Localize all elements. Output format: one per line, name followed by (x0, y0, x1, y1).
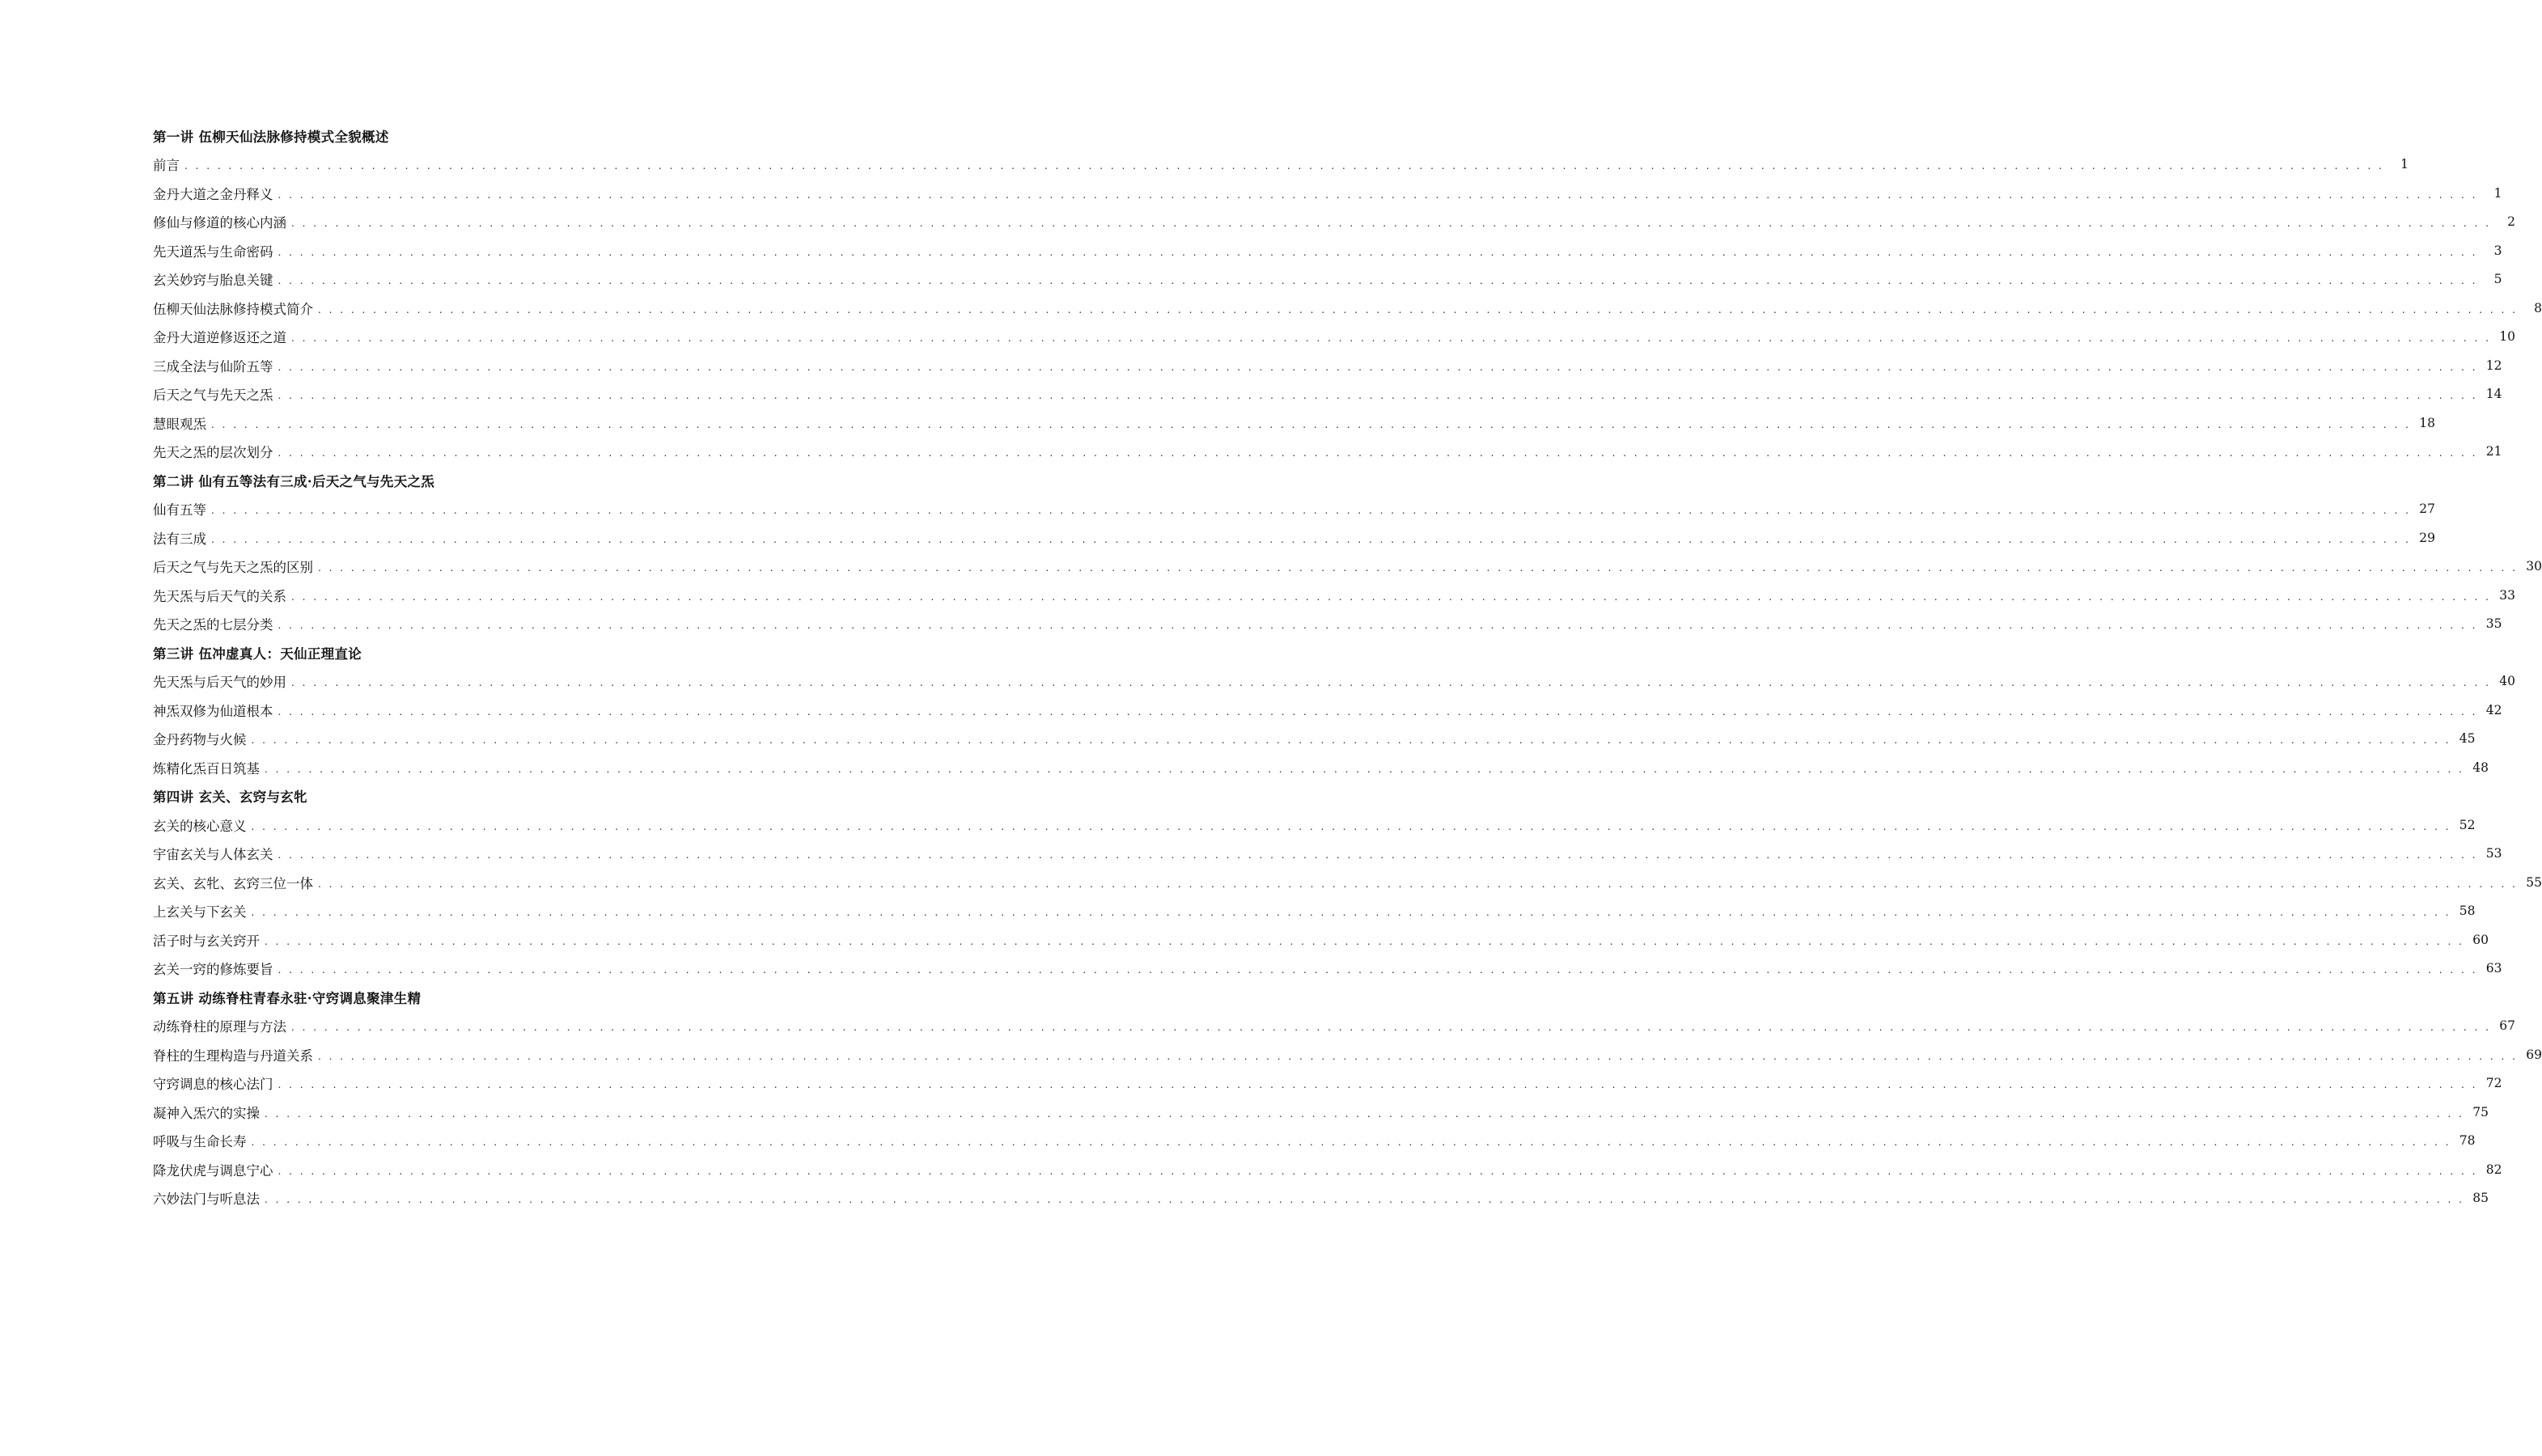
entry-title: 后天之气与先天之炁 (153, 387, 273, 404)
entry-title: 玄关一窍的修炼要旨 (153, 962, 273, 978)
entry-title: 玄关、玄牝、玄窍三位一体 (153, 875, 313, 891)
toc-entry (153, 610, 2502, 639)
dot-leader: . . . . . . . . . . . . . . . . . . . . . . . . . . . . . . . . . . . . . . . . . . . . . . . . . . . . . . . . . . . . . . . . . . . . . . . . . . . . . . . . . . . . . . . . . . . . . . . . . . . . . . . . . . . . . . . . . . . . . . . . . . . . . . . . . . . . . . . . . . . . . . . . . . . . . . . . . . . . . . . . . . . . . . . . . . . . . . . . . . . . . . . . . . . . . . . . . . . . . . . . (318, 303, 2518, 315)
entry-title: 三成全法与仙阶五等 (153, 358, 273, 375)
dot-leader: . . . . . . . . . . . . . . . . . . . . . . . . . . . . . . . . . . . . . . . . . . . . . . . . . . . . . . . . . . . . . . . . . . . . . . . . . . . . . . . . . . . . . . . . . . . . . . . . . . . . . . . . . . . . . . . . . . . . . . . . . . . . . . . . . . . . . . . . . . . . . . . . . . . . . . . . . . . . . . . . . . . . . . . . . . . . . . . . . . . . . . . . . . . . . . . . . . . . . . . . (251, 1136, 2451, 1149)
entry-title: 金丹大道逆修返还之道 (153, 330, 286, 346)
dot-leader: . . . . . . . . . . . . . . . . . . . . . . . . . . . . . . . . . . . . . . . . . . . . . . . . . . . . . . . . . . . . . . . . . . . . . . . . . . . . . . . . . . . . . . . . . . . . . . . . . . . . . . . . . . . . . . . . . . . . . . . . . . . . . . . . . . . . . . . . . . . . . . . . . . . . . . . . . . . . . . . . . . . . . . . . . . . . . . . . . . . . . . . . . . . . . . . . . . . . . . . . (211, 418, 2411, 430)
toc-entry (153, 438, 2502, 467)
page-number: 40 (2499, 674, 2515, 689)
page-number: 3 (2493, 243, 2502, 258)
toc-entry (153, 868, 2542, 897)
entry-title: 活子时与玄关窍开 (153, 933, 260, 949)
toc-entry (153, 725, 2476, 754)
entry-title: 先天炁与后天气的关系 (153, 588, 286, 604)
toc-entry (153, 1127, 2476, 1156)
page-number: 48 (2472, 760, 2489, 775)
page-number: 75 (2472, 1104, 2489, 1120)
toc-entry (153, 294, 2542, 323)
page-number: 35 (2485, 616, 2502, 632)
dot-leader: . . . . . . . . . . . . . . . . . . . . . . . . . . . . . . . . . . . . . . . . . . . . . . . . . . . . . . . . . . . . . . . . . . . . . . . . . . . . . . . . . . . . . . . . . . . . . . . . . . . . . . . . . . . . . . . . . . . . . . . . . . . . . . . . . . . . . . . . . . . . . . . . . . . . . . . . . . . . . . . . . . . . . . . . . . . . . . . . . . . . . . . . . . . . . . . . . . . . . . . . (278, 390, 2478, 402)
entry-title: 玄关妙窍与胎息关键 (153, 273, 273, 289)
page-number: 14 (2485, 387, 2502, 402)
entry-title: 伍柳天仙法脉修持模式简介 (153, 301, 313, 317)
table-of-contents (153, 121, 2542, 1213)
dot-leader: . . . . . . . . . . . . . . . . . . . . . . . . . . . . . . . . . . . . . . . . . . . . . . . . . . . . . . . . . . . . . . . . . . . . . . . . . . . . . . . . . . . . . . . . . . . . . . . . . . . . . . . . . . . . . . . . . . . . . . . . . . . . . . . . . . . . . . . . . . . . . . . . . . . . . . . . . . . . . . . . . . . . . . . . . . . . . . . . . . . . . . . . . . . . . . . . . . . . . . . . (278, 964, 2478, 976)
entry-title: 金丹大道之金丹释义 (153, 186, 273, 202)
dot-leader: . . . . . . . . . . . . . . . . . . . . . . . . . . . . . . . . . . . . . . . . . . . . . . . . . . . . . . . . . . . . . . . . . . . . . . . . . . . . . . . . . . . . . . . . . . . . . . . . . . . . . . . . . . . . . . . . . . . . . . . . . . . . . . . . . . . . . . . . . . . . . . . . . . . . . . . . . . . . . . . . . . . . . . . . . . . . . . . . . . . . . . . . . . . . . . . . . . . . . . . . (278, 447, 2478, 459)
dot-leader: . . . . . . . . . . . . . . . . . . . . . . . . . . . . . . . . . . . . . . . . . . . . . . . . . . . . . . . . . . . . . . . . . . . . . . . . . . . . . . . . . . . . . . . . . . . . . . . . . . . . . . . . . . . . . . . . . . . . . . . . . . . . . . . . . . . . . . . . . . . . . . . . . . . . . . . . . . . . . . . . . . . . . . . . . . . . . . . . . . . . . . . . . . . . . . . . . . . . . . . . (265, 1194, 2464, 1206)
toc-entry (153, 265, 2502, 294)
dot-leader: . . . . . . . . . . . . . . . . . . . . . . . . . . . . . . . . . . . . . . . . . . . . . . . . . . . . . . . . . . . . . . . . . . . . . . . . . . . . . . . . . . . . . . . . . . . . . . . . . . . . . . . . . . . . . . . . . . . . . . . . . . . . . . . . . . . . . . . . . . . . . . . . . . . . . . . . . . . . . . . . . . . . . . . . . . . . . . . . . . . . . . . . . . . . . . . . . . . . . . . . (184, 160, 2384, 172)
entry-title: 脊柱的生理构造与丹道关系 (153, 1048, 313, 1064)
dot-leader: . . . . . . . . . . . . . . . . . . . . . . . . . . . . . . . . . . . . . . . . . . . . . . . . . . . . . . . . . . . . . . . . . . . . . . . . . . . . . . . . . . . . . . . . . . . . . . . . . . . . . . . . . . . . . . . . . . . . . . . . . . . . . . . . . . . . . . . . . . . . . . . . . . . . . . . . . . . . . . . . . . . . . . . . . . . . . . . . . . . . . . . . . . . . . . . . . . . . . . . . (318, 878, 2518, 890)
dot-leader: . . . . . . . . . . . . . . . . . . . . . . . . . . . . . . . . . . . . . . . . . . . . . . . . . . . . . . . . . . . . . . . . . . . . . . . . . . . . . . . . . . . . . . . . . . . . . . . . . . . . . . . . . . . . . . . . . . . . . . . . . . . . . . . . . . . . . . . . . . . . . . . . . . . . . . . . . . . . . . . . . . . . . . . . . . . . . . . . . . . . . . . . . . . . . . . . . . . . . . . . (251, 907, 2451, 919)
section-heading: 第三讲 伍冲虚真人：天仙正理直论 (153, 645, 362, 662)
toc-entry (153, 208, 2515, 237)
entry-title: 上玄关与下玄关 (153, 904, 247, 921)
dot-leader: . . . . . . . . . . . . . . . . . . . . . . . . . . . . . . . . . . . . . . . . . . . . . . . . . . . . . . . . . . . . . . . . . . . . . . . . . . . . . . . . . . . . . . . . . . . . . . . . . . . . . . . . . . . . . . . . . . . . . . . . . . . . . . . . . . . . . . . . . . . . . . . . . . . . . . . . . . . . . . . . . . . . . . . . . . . . . . . . . . . . . . . . . . . . . . . . . . . . . . . . (291, 218, 2491, 230)
page-number: 18 (2419, 415, 2435, 430)
toc-entry (153, 179, 2502, 208)
entry-title: 先天道炁与生命密码 (153, 243, 273, 260)
toc-entry (153, 581, 2515, 610)
toc-entry (153, 408, 2435, 438)
entry-title: 守窍调息的核心法门 (153, 1077, 273, 1093)
page-number: 10 (2499, 329, 2515, 345)
toc-entry (153, 1069, 2502, 1098)
dot-leader: . . . . . . . . . . . . . . . . . . . . . . . . . . . . . . . . . . . . . . . . . . . . . . . . . . . . . . . . . . . . . . . . . . . . . . . . . . . . . . . . . . . . . . . . . . . . . . . . . . . . . . . . . . . . . . . . . . . . . . . . . . . . . . . . . . . . . . . . . . . . . . . . . . . . . . . . . . . . . . . . . . . . . . . . . . . . . . . . . . . . . . . . . . . . . . . . . . . . . . . . (291, 590, 2491, 603)
toc-entry (153, 811, 2476, 840)
dot-leader: . . . . . . . . . . . . . . . . . . . . . . . . . . . . . . . . . . . . . . . . . . . . . . . . . . . . . . . . . . . . . . . . . . . . . . . . . . . . . . . . . . . . . . . . . . . . . . . . . . . . . . . . . . . . . . . . . . . . . . . . . . . . . . . . . . . . . . . . . . . . . . . . . . . . . . . . . . . . . . . . . . . . . . . . . . . . . . . . . . . . . . . . . . . . . . . . . . . . . . . . (265, 1107, 2464, 1120)
page-number: 67 (2499, 1018, 2515, 1034)
entry-title: 后天之气与先天之炁的区别 (153, 560, 313, 576)
entry-title: 先天之炁的七层分类 (153, 617, 273, 633)
page-number: 1 (2400, 157, 2409, 172)
page-number: 69 (2526, 1047, 2542, 1062)
toc-entry (153, 840, 2502, 869)
dot-leader: . . . . . . . . . . . . . . . . . . . . . . . . . . . . . . . . . . . . . . . . . . . . . . . . . . . . . . . . . . . . . . . . . . . . . . . . . . . . . . . . . . . . . . . . . . . . . . . . . . . . . . . . . . . . . . . . . . . . . . . . . . . . . . . . . . . . . . . . . . . . . . . . . . . . . . . . . . . . . . . . . . . . . . . . . . . . . . . . . . . . . . . . . . . . . . . . . . . . . . . . (318, 1050, 2518, 1062)
toc-entry (153, 897, 2476, 926)
entry-title: 炼精化炁百日筑基 (153, 760, 260, 777)
dot-leader: . . . . . . . . . . . . . . . . . . . . . . . . . . . . . . . . . . . . . . . . . . . . . . . . . . . . . . . . . . . . . . . . . . . . . . . . . . . . . . . . . . . . . . . . . . . . . . . . . . . . . . . . . . . . . . . . . . . . . . . . . . . . . . . . . . . . . . . . . . . . . . . . . . . . . . . . . . . . . . . . . . . . . . . . . . . . . . . . . . . . . . . . . . . . . . . . . . . . . . . . (251, 734, 2451, 747)
dot-leader: . . . . . . . . . . . . . . . . . . . . . . . . . . . . . . . . . . . . . . . . . . . . . . . . . . . . . . . . . . . . . . . . . . . . . . . . . . . . . . . . . . . . . . . . . . . . . . . . . . . . . . . . . . . . . . . . . . . . . . . . . . . . . . . . . . . . . . . . . . . . . . . . . . . . . . . . . . . . . . . . . . . . . . . . . . . . . . . . . . . . . . . . . . . . . . . . . . . . . . . . (278, 849, 2478, 861)
toc-entry (153, 667, 2515, 696)
page-number: 21 (2485, 444, 2502, 459)
page-number: 52 (2459, 817, 2476, 832)
dot-leader: . . . . . . . . . . . . . . . . . . . . . . . . . . . . . . . . . . . . . . . . . . . . . . . . . . . . . . . . . . . . . . . . . . . . . . . . . . . . . . . . . . . . . . . . . . . . . . . . . . . . . . . . . . . . . . . . . . . . . . . . . . . . . . . . . . . . . . . . . . . . . . . . . . . . . . . . . . . . . . . . . . . . . . . . . . . . . . . . . . . . . . . . . . . . . . . . . . . . . . . . (278, 275, 2478, 287)
entry-title: 降龙伏虎与调息宁心 (153, 1162, 273, 1179)
section-heading: 第一讲 伍柳天仙法脉修持模式全貌概述 (153, 129, 389, 145)
dot-leader: . . . . . . . . . . . . . . . . . . . . . . . . . . . . . . . . . . . . . . . . . . . . . . . . . . . . . . . . . . . . . . . . . . . . . . . . . . . . . . . . . . . . . . . . . . . . . . . . . . . . . . . . . . . . . . . . . . . . . . . . . . . . . . . . . . . . . . . . . . . . . . . . . . . . . . . . . . . . . . . . . . . . . . . . . . . . . . . . . . . . . . . . . . . . . . . . . . . . . . . . (278, 1165, 2478, 1177)
page-number: 58 (2459, 904, 2476, 919)
dot-leader: . . . . . . . . . . . . . . . . . . . . . . . . . . . . . . . . . . . . . . . . . . . . . . . . . . . . . . . . . . . . . . . . . . . . . . . . . . . . . . . . . . . . . . . . . . . . . . . . . . . . . . . . . . . . . . . . . . . . . . . . . . . . . . . . . . . . . . . . . . . . . . . . . . . . . . . . . . . . . . . . . . . . . . . . . . . . . . . . . . . . . . . . . . . . . . . . . . . . . . . . (265, 935, 2464, 947)
page-number: 33 (2499, 587, 2515, 603)
toc-entry (153, 696, 2502, 725)
dot-leader: . . . . . . . . . . . . . . . . . . . . . . . . . . . . . . . . . . . . . . . . . . . . . . . . . . . . . . . . . . . . . . . . . . . . . . . . . . . . . . . . . . . . . . . . . . . . . . . . . . . . . . . . . . . . . . . . . . . . . . . . . . . . . . . . . . . . . . . . . . . . . . . . . . . . . . . . . . . . . . . . . . . . . . . . . . . . . . . . . . . . . . . . . . . . . . . . . . . . . . . . (278, 1079, 2478, 1091)
page-number: 63 (2485, 961, 2502, 976)
page-number: 45 (2459, 731, 2476, 747)
toc-entry (153, 1098, 2489, 1127)
dot-leader: . . . . . . . . . . . . . . . . . . . . . . . . . . . . . . . . . . . . . . . . . . . . . . . . . . . . . . . . . . . . . . . . . . . . . . . . . . . . . . . . . . . . . . . . . . . . . . . . . . . . . . . . . . . . . . . . . . . . . . . . . . . . . . . . . . . . . . . . . . . . . . . . . . . . . . . . . . . . . . . . . . . . . . . . . . . . . . . . . . . . . . . . . . . . . . . . . . . . . . . . (291, 1022, 2491, 1034)
page-number: 42 (2485, 702, 2502, 717)
section-heading: 第二讲 仙有五等法有三成·后天之气与先天之炁 (153, 473, 435, 489)
entry-title: 玄关的核心意义 (153, 818, 247, 834)
dot-leader: . . . . . . . . . . . . . . . . . . . . . . . . . . . . . . . . . . . . . . . . . . . . . . . . . . . . . . . . . . . . . . . . . . . . . . . . . . . . . . . . . . . . . . . . . . . . . . . . . . . . . . . . . . . . . . . . . . . . . . . . . . . . . . . . . . . . . . . . . . . . . . . . . . . . . . . . . . . . . . . . . . . . . . . . . . . . . . . . . . . . . . . . . . . . . . . . . . . . . . . . (211, 505, 2411, 517)
toc-entry (153, 1184, 2489, 1213)
page-number: 2 (2507, 214, 2515, 230)
page-number: 78 (2459, 1133, 2476, 1149)
page-number: 29 (2419, 530, 2435, 545)
entry-title: 先天之炁的层次划分 (153, 445, 273, 461)
entry-title: 动练脊柱的原理与方法 (153, 1019, 286, 1035)
entry-title: 神炁双修为仙道根本 (153, 703, 273, 719)
page-number: 27 (2419, 502, 2435, 517)
entry-title: 凝神入炁穴的实操 (153, 1105, 260, 1121)
entry-title: 六妙法门与听息法 (153, 1191, 260, 1208)
section-heading: 第四讲 玄关、玄窍与玄牝 (153, 789, 307, 806)
toc-entry (153, 351, 2502, 380)
page-number: 82 (2485, 1162, 2502, 1177)
dot-leader: . . . . . . . . . . . . . . . . . . . . . . . . . . . . . . . . . . . . . . . . . . . . . . . . . . . . . . . . . . . . . . . . . . . . . . . . . . . . . . . . . . . . . . . . . . . . . . . . . . . . . . . . . . . . . . . . . . . . . . . . . . . . . . . . . . . . . . . . . . . . . . . . . . . . . . . . . . . . . . . . . . . . . . . . . . . . . . . . . . . . . . . . . . . . . . . . . . . . . . . . (251, 820, 2451, 832)
entry-title: 法有三成 (153, 531, 206, 547)
section-heading: 第五讲 动练脊柱青春永驻·守窍调息聚津生精 (153, 990, 422, 1006)
entry-title: 宇宙玄关与人体玄关 (153, 847, 273, 863)
dot-leader: . . . . . . . . . . . . . . . . . . . . . . . . . . . . . . . . . . . . . . . . . . . . . . . . . . . . . . . . . . . . . . . . . . . . . . . . . . . . . . . . . . . . . . . . . . . . . . . . . . . . . . . . . . . . . . . . . . . . . . . . . . . . . . . . . . . . . . . . . . . . . . . . . . . . . . . . . . . . . . . . . . . . . . . . . . . . . . . . . . . . . . . . . . . . . . . . . . . . . . . . (278, 620, 2478, 632)
toc-entry (153, 380, 2502, 409)
page-number: 1 (2493, 185, 2502, 201)
page-number: 85 (2472, 1191, 2489, 1206)
page-number: 12 (2485, 358, 2502, 373)
toc-entry (153, 495, 2435, 524)
page-number: 8 (2534, 300, 2542, 315)
dot-leader: . . . . . . . . . . . . . . . . . . . . . . . . . . . . . . . . . . . . . . . . . . . . . . . . . . . . . . . . . . . . . . . . . . . . . . . . . . . . . . . . . . . . . . . . . . . . . . . . . . . . . . . . . . . . . . . . . . . . . . . . . . . . . . . . . . . . . . . . . . . . . . . . . . . . . . . . . . . . . . . . . . . . . . . . . . . . . . . . . . . . . . . . . . . . . . . . . . . . . . . . (265, 763, 2464, 775)
toc-entry (153, 1155, 2502, 1184)
page-number: 30 (2526, 559, 2542, 574)
dot-leader: . . . . . . . . . . . . . . . . . . . . . . . . . . . . . . . . . . . . . . . . . . . . . . . . . . . . . . . . . . . . . . . . . . . . . . . . . . . . . . . . . . . . . . . . . . . . . . . . . . . . . . . . . . . . . . . . . . . . . . . . . . . . . . . . . . . . . . . . . . . . . . . . . . . . . . . . . . . . . . . . . . . . . . . . . . . . . . . . . . . . . . . . . . . . . . . . . . . . . . . . (278, 246, 2478, 258)
entry-title: 仙有五等 (153, 502, 206, 518)
entry-title: 前言 (153, 158, 180, 174)
toc-entry (153, 1040, 2542, 1069)
dot-leader: . . . . . . . . . . . . . . . . . . . . . . . . . . . . . . . . . . . . . . . . . . . . . . . . . . . . . . . . . . . . . . . . . . . . . . . . . . . . . . . . . . . . . . . . . . . . . . . . . . . . . . . . . . . . . . . . . . . . . . . . . . . . . . . . . . . . . . . . . . . . . . . . . . . . . . . . . . . . . . . . . . . . . . . . . . . . . . . . . . . . . . . . . . . . . . . . . . . . . . . . (278, 361, 2478, 373)
toc-entry (153, 523, 2435, 552)
page-number: 72 (2485, 1076, 2502, 1091)
dot-leader: . . . . . . . . . . . . . . . . . . . . . . . . . . . . . . . . . . . . . . . . . . . . . . . . . . . . . . . . . . . . . . . . . . . . . . . . . . . . . . . . . . . . . . . . . . . . . . . . . . . . . . . . . . . . . . . . . . . . . . . . . . . . . . . . . . . . . . . . . . . . . . . . . . . . . . . . . . . . . . . . . . . . . . . . . . . . . . . . . . . . . . . . . . . . . . . . . . . . . . . . (318, 562, 2518, 574)
toc-entry (153, 236, 2502, 265)
entry-title: 金丹药物与火候 (153, 732, 247, 748)
dot-leader: . . . . . . . . . . . . . . . . . . . . . . . . . . . . . . . . . . . . . . . . . . . . . . . . . . . . . . . . . . . . . . . . . . . . . . . . . . . . . . . . . . . . . . . . . . . . . . . . . . . . . . . . . . . . . . . . . . . . . . . . . . . . . . . . . . . . . . . . . . . . . . . . . . . . . . . . . . . . . . . . . . . . . . . . . . . . . . . . . . . . . . . . . . . . . . . . . . . . . . . . (291, 332, 2491, 345)
toc-entry (153, 552, 2542, 582)
toc-entry (153, 954, 2502, 984)
toc-entry (153, 753, 2489, 782)
entry-title: 慧眼观炁 (153, 416, 206, 432)
dot-leader: . . . . . . . . . . . . . . . . . . . . . . . . . . . . . . . . . . . . . . . . . . . . . . . . . . . . . . . . . . . . . . . . . . . . . . . . . . . . . . . . . . . . . . . . . . . . . . . . . . . . . . . . . . . . . . . . . . . . . . . . . . . . . . . . . . . . . . . . . . . . . . . . . . . . . . . . . . . . . . . . . . . . . . . . . . . . . . . . . . . . . . . . . . . . . . . . . . . . . . . . (291, 677, 2491, 689)
entry-title: 先天炁与后天气的妙用 (153, 675, 286, 691)
page-number: 60 (2472, 932, 2489, 947)
dot-leader: . . . . . . . . . . . . . . . . . . . . . . . . . . . . . . . . . . . . . . . . . . . . . . . . . . . . . . . . . . . . . . . . . . . . . . . . . . . . . . . . . . . . . . . . . . . . . . . . . . . . . . . . . . . . . . . . . . . . . . . . . . . . . . . . . . . . . . . . . . . . . . . . . . . . . . . . . . . . . . . . . . . . . . . . . . . . . . . . . . . . . . . . . . . . . . . . . . . . . . . . (211, 533, 2411, 545)
page-number: 5 (2493, 272, 2502, 287)
page-number: 53 (2485, 846, 2502, 861)
toc-entry (153, 925, 2489, 954)
entry-title: 修仙与修道的核心内涵 (153, 215, 286, 231)
toc-entry (153, 1012, 2515, 1041)
dot-leader: . . . . . . . . . . . . . . . . . . . . . . . . . . . . . . . . . . . . . . . . . . . . . . . . . . . . . . . . . . . . . . . . . . . . . . . . . . . . . . . . . . . . . . . . . . . . . . . . . . . . . . . . . . . . . . . . . . . . . . . . . . . . . . . . . . . . . . . . . . . . . . . . . . . . . . . . . . . . . . . . . . . . . . . . . . . . . . . . . . . . . . . . . . . . . . . . . . . . . . . . (278, 188, 2478, 201)
dot-leader: . . . . . . . . . . . . . . . . . . . . . . . . . . . . . . . . . . . . . . . . . . . . . . . . . . . . . . . . . . . . . . . . . . . . . . . . . . . . . . . . . . . . . . . . . . . . . . . . . . . . . . . . . . . . . . . . . . . . . . . . . . . . . . . . . . . . . . . . . . . . . . . . . . . . . . . . . . . . . . . . . . . . . . . . . . . . . . . . . . . . . . . . . . . . . . . . . . . . . . . . (278, 705, 2478, 717)
toc-entry (153, 150, 2409, 180)
page-number: 55 (2526, 874, 2542, 890)
entry-title: 呼吸与生命长寿 (153, 1134, 247, 1150)
toc-entry (153, 323, 2515, 352)
